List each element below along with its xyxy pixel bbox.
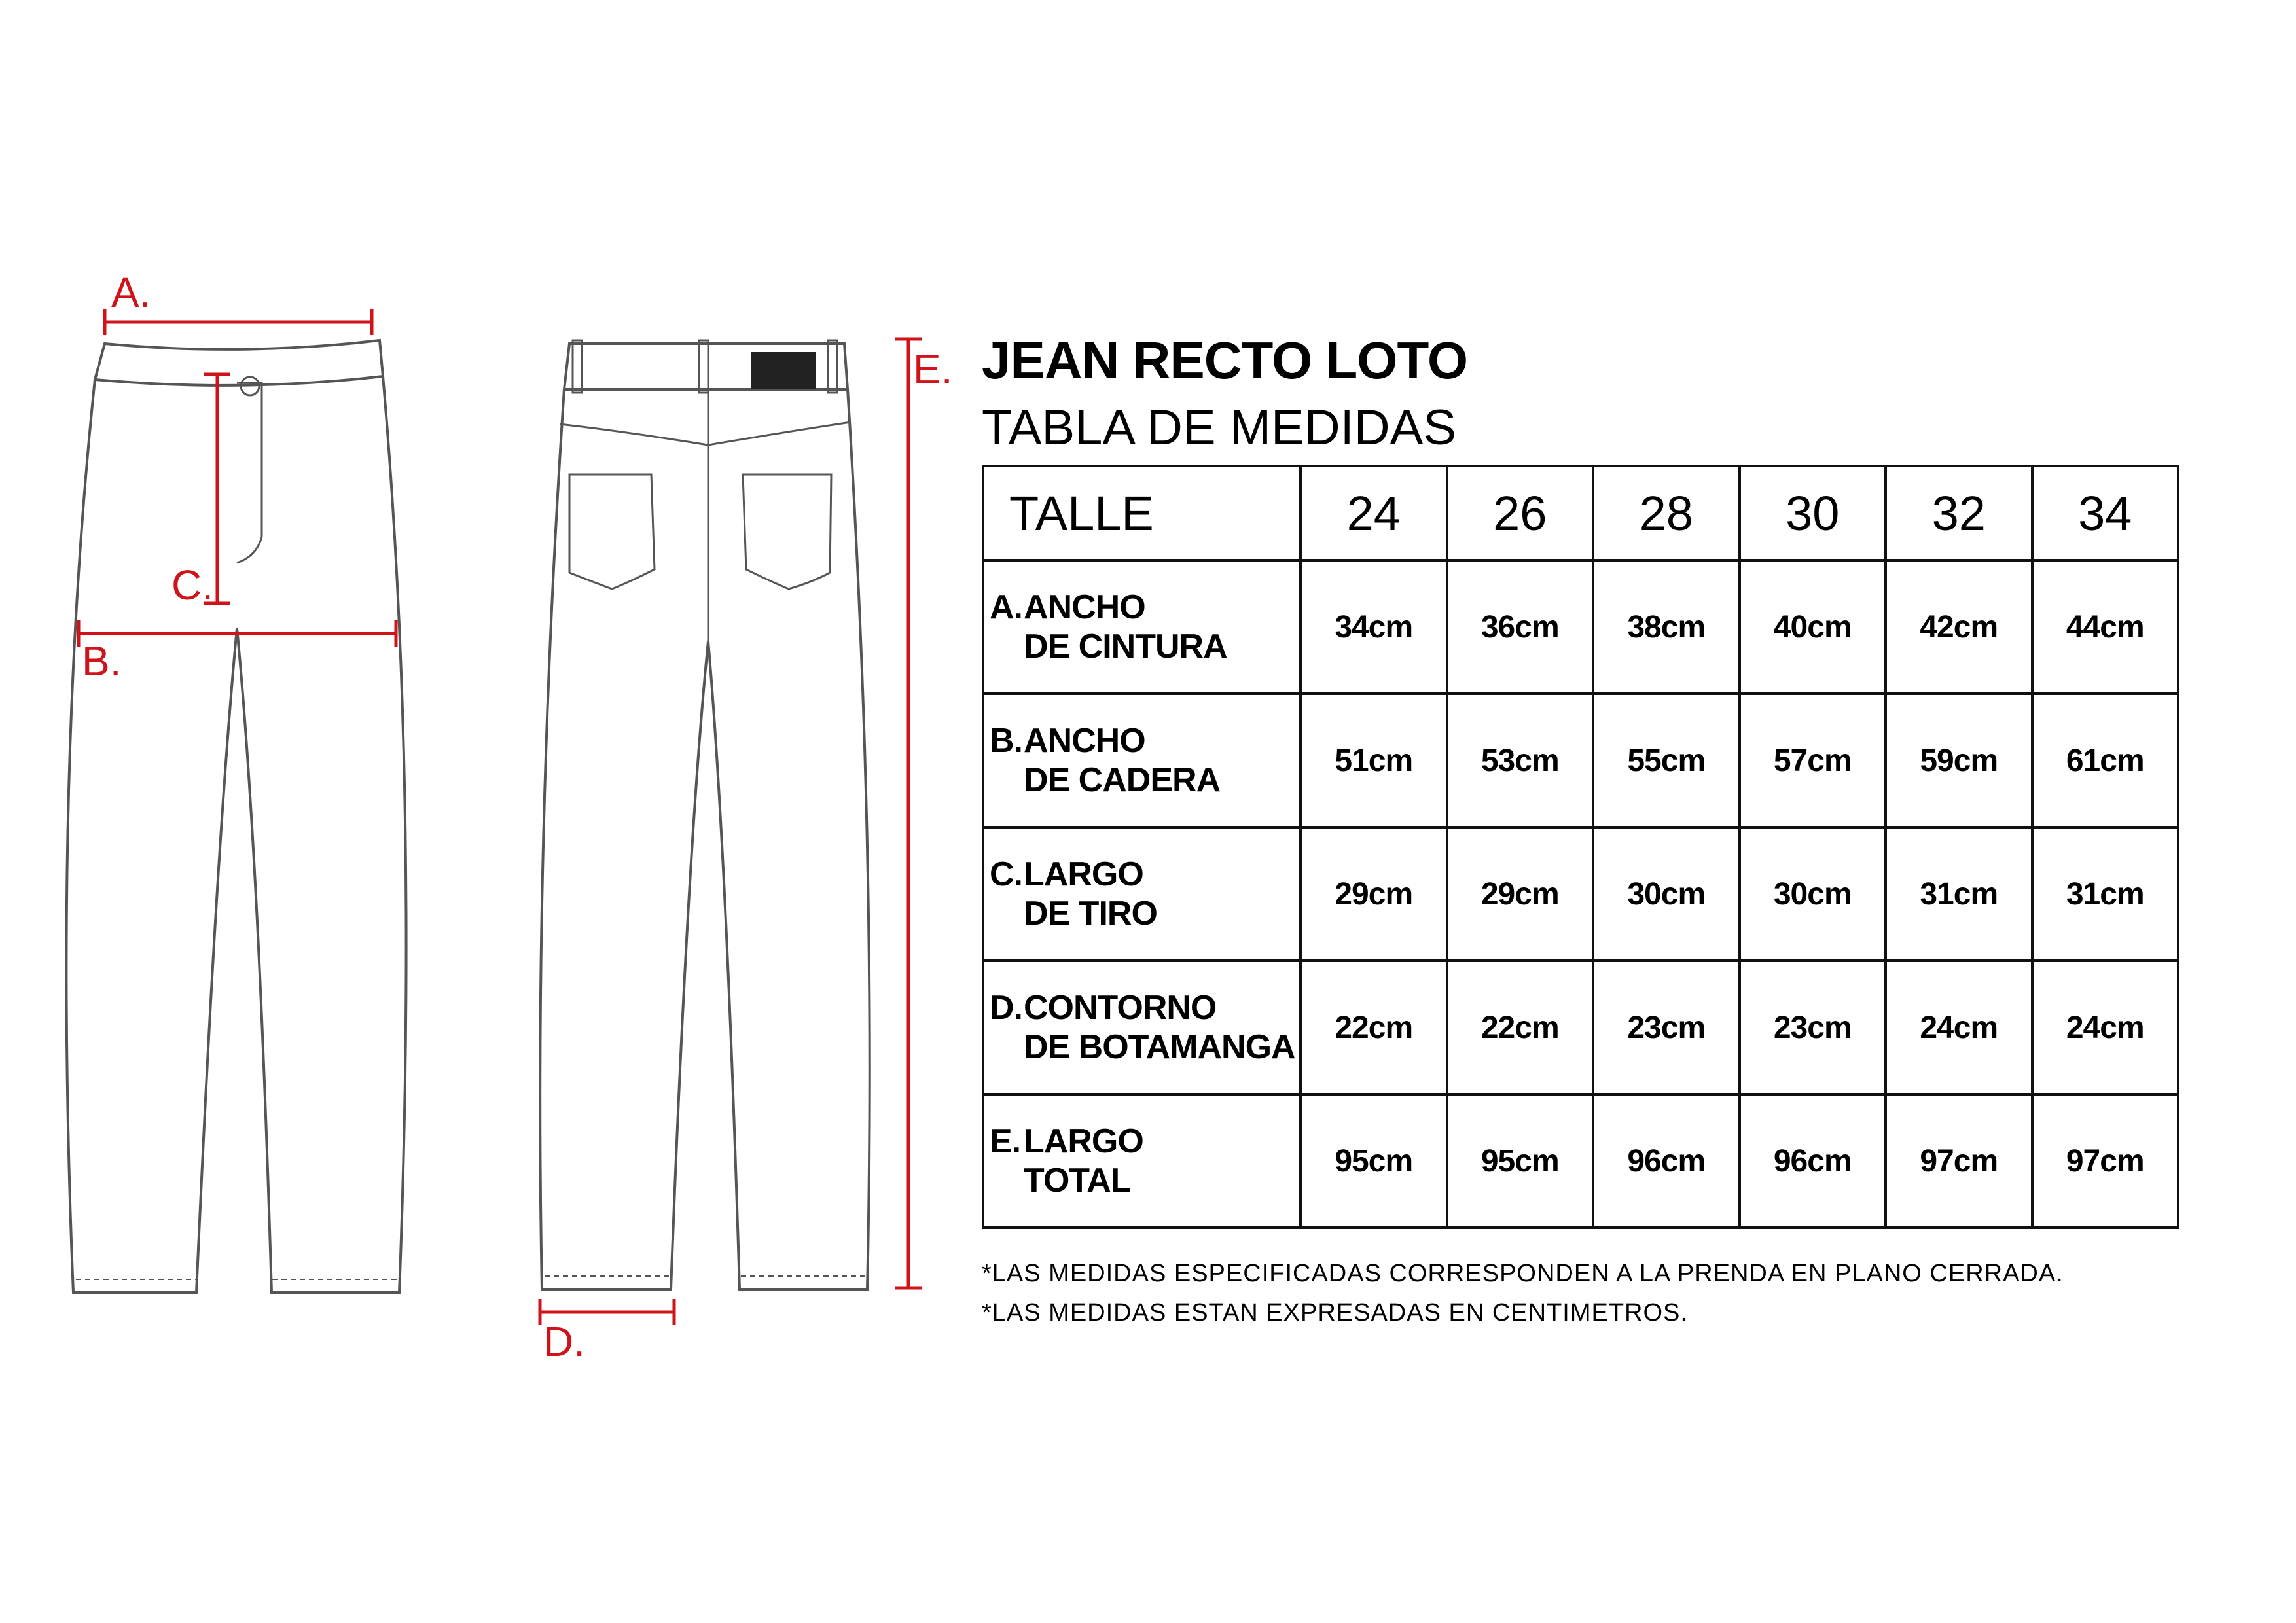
measure-label xyxy=(983,1094,1300,1228)
measure-value: 97cm xyxy=(1886,1094,2032,1228)
measure-value: 53cm xyxy=(1447,694,1594,827)
jeans-back-view xyxy=(540,340,870,1289)
measure-value: 34cm xyxy=(1300,560,1447,694)
size-column-header: 32 xyxy=(1886,466,2032,560)
table-row xyxy=(983,694,2178,827)
dimension-lines xyxy=(79,309,922,1325)
dimension-label-a: A. xyxy=(111,269,151,316)
measure-letter: D. xyxy=(990,989,1022,1027)
measure-value: 96cm xyxy=(1593,1094,1740,1228)
measure-value: 22cm xyxy=(1300,961,1447,1094)
size-column-header: 26 xyxy=(1447,466,1594,560)
measure-label xyxy=(983,961,1300,1094)
belt-loop xyxy=(699,340,708,393)
belt-loop xyxy=(573,340,582,393)
note-flat-measure: *LAS MEDIDAS ESPECIFICADAS CORRESPONDEN A LA PRENDA EN PLANO CERRADA. xyxy=(982,1260,2064,1287)
measure-name: CONTORNO xyxy=(1024,989,1217,1027)
measure-value: 36cm xyxy=(1447,560,1594,694)
note-units: *LAS MEDIDAS ESTAN EXPRESADAS EN CENTIMETROS. xyxy=(982,1299,1688,1327)
table-title: TABLA DE MEDIDAS xyxy=(982,400,1457,455)
measure-name-line2: TOTAL xyxy=(1024,1162,1131,1200)
measure-value: 95cm xyxy=(1447,1094,1594,1228)
measure-value: 24cm xyxy=(1886,961,2032,1094)
measure-letter: C. xyxy=(990,855,1022,893)
measure-letter: A. xyxy=(990,588,1022,626)
dimension-label-b: B. xyxy=(82,637,122,685)
measure-name: ANCHO xyxy=(1024,588,1145,626)
measure-name-line2: DE CADERA xyxy=(1024,761,1221,799)
front-outline xyxy=(66,376,406,1293)
measure-letter: B. xyxy=(990,722,1022,760)
measure-value: 22cm xyxy=(1447,961,1594,1094)
table-row xyxy=(983,1094,2178,1228)
measure-name-line2: DE TIRO xyxy=(1024,895,1157,933)
measure-value: 40cm xyxy=(1740,560,1886,694)
size-column-header: 28 xyxy=(1593,466,1740,560)
size-column-header: 30 xyxy=(1740,466,1886,560)
measure-value: 23cm xyxy=(1593,961,1740,1094)
back-label-patch xyxy=(753,353,815,387)
measure-value: 29cm xyxy=(1300,827,1447,961)
measure-value: 57cm xyxy=(1740,694,1886,827)
belt-loop xyxy=(828,340,837,393)
measure-label xyxy=(983,827,1300,961)
dimension-label-d: D. xyxy=(543,1318,585,1365)
measure-value: 61cm xyxy=(2032,694,2179,827)
measure-label xyxy=(983,560,1300,694)
table-row xyxy=(983,560,2178,694)
table-header-row xyxy=(983,466,2178,560)
measure-value: 31cm xyxy=(2032,827,2179,961)
table-row xyxy=(983,961,2178,1094)
back-outline xyxy=(540,389,870,1289)
dimension-label-e: E. xyxy=(913,346,953,393)
measure-value: 38cm xyxy=(1593,560,1740,694)
dimension-line-e xyxy=(895,339,922,1288)
measure-name-line2: DE BOTAMANGA xyxy=(1024,1028,1295,1066)
measure-value: 44cm xyxy=(2032,560,2179,694)
measure-value: 59cm xyxy=(1886,694,2032,827)
size-column-header: 24 xyxy=(1300,466,1447,560)
measure-letter: E. xyxy=(990,1122,1021,1160)
size-chart-table xyxy=(982,465,2179,1229)
measure-value: 31cm xyxy=(1886,827,2032,961)
measure-name: LARGO xyxy=(1024,855,1143,893)
measure-value: 97cm xyxy=(2032,1094,2179,1228)
measure-value: 30cm xyxy=(1593,827,1740,961)
measure-value: 29cm xyxy=(1447,827,1594,961)
front-waistband xyxy=(95,340,383,385)
dimension-label-c: C. xyxy=(171,562,213,609)
measure-label xyxy=(983,694,1300,827)
measure-value: 30cm xyxy=(1740,827,1886,961)
size-header-label: TALLE xyxy=(983,466,1300,560)
size-column-header: 34 xyxy=(2032,466,2179,560)
product-title: JEAN RECTO LOTO xyxy=(982,331,1468,389)
measure-value: 51cm xyxy=(1300,694,1447,827)
measure-name: ANCHO xyxy=(1024,722,1145,760)
back-pocket-left xyxy=(569,474,655,589)
measure-value: 55cm xyxy=(1593,694,1740,827)
measure-name: LARGO xyxy=(1024,1122,1143,1160)
table-row xyxy=(983,827,2178,961)
measure-value: 96cm xyxy=(1740,1094,1886,1228)
front-fly xyxy=(237,383,262,563)
measure-value: 95cm xyxy=(1300,1094,1447,1228)
measure-name-line2: DE CINTURA xyxy=(1024,628,1227,666)
back-yoke xyxy=(560,422,851,445)
jeans-front-view xyxy=(66,340,406,1293)
measure-value: 23cm xyxy=(1740,961,1886,1094)
measure-value: 24cm xyxy=(2032,961,2179,1094)
measure-value: 42cm xyxy=(1886,560,2032,694)
back-pocket-right xyxy=(743,474,831,589)
